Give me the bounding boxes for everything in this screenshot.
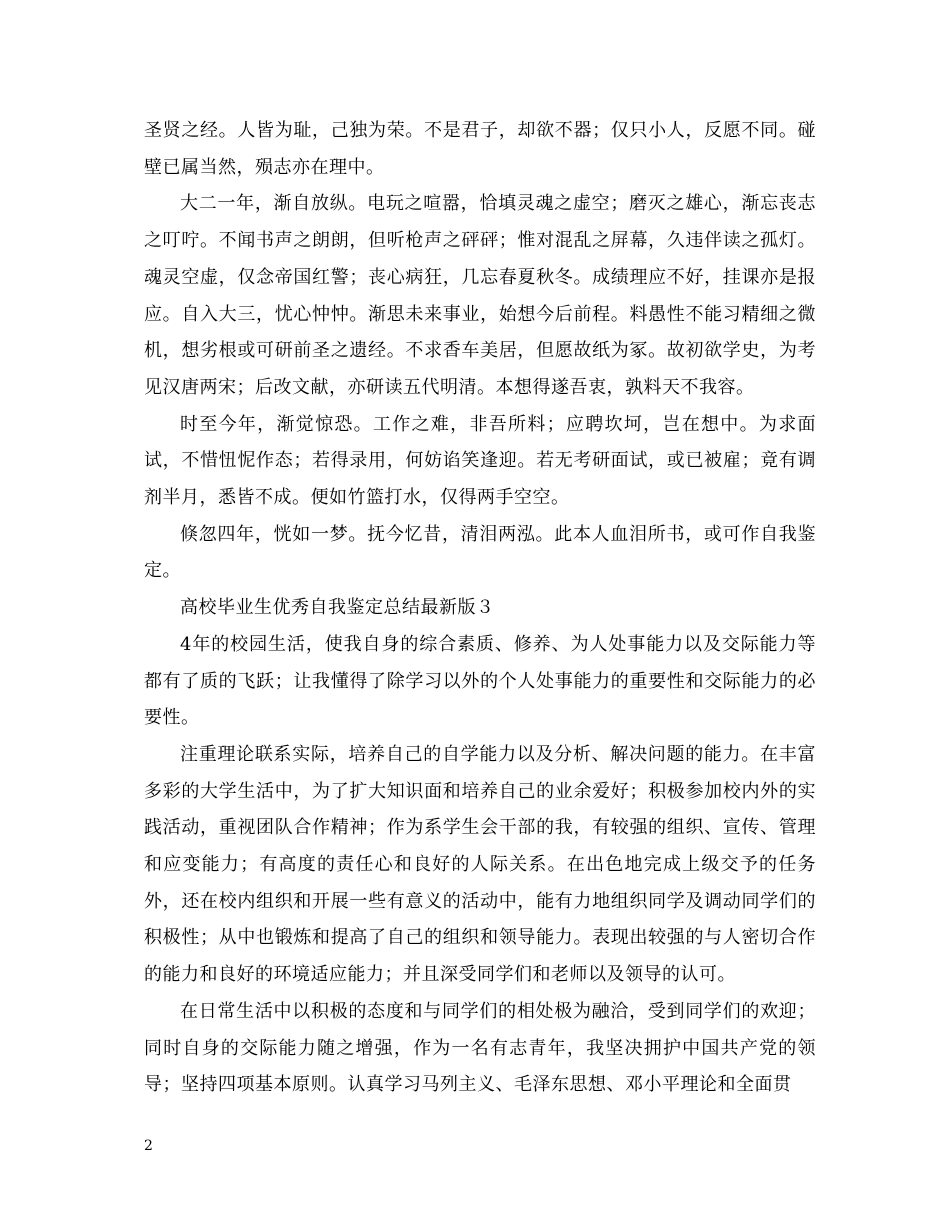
paragraph-6: 注重理论联系实际，培养自己的自学能力以及分析、解决问题的能力。在丰富多彩的大学生活中，为了扩大知识面和培养自己的业余爱好；积极参加校内外的实践活动，重视团队合作精神；作为系学生会干部的我，有较强的组织、宣传、管理和应变能力；有高度的责任心和良好的人际关系。在出色地完成上级交予的任务外，还在校内组织和开展一些有意义的活动中，能有力地组织同学及调动同学们的积极性；从中也锻炼和提高了自己的组织和领导能力。表现出较强的与人密切合作的能力和良好的环境适应能力；并且深受同学们和老师以及领导的认可。 <box>144 743 816 986</box>
page-number: 2 <box>144 1138 153 1154</box>
document-body <box>144 113 816 1104</box>
paragraph-3: 时至今年，渐觉惊恐。工作之难，非吾所料；应聘坎坷，岂在想中。为求面试，不惜忸怩作态；若得录用，何妨谄笑逢迎。若无考研面试，或已被雇；竟有调剂半月，悉皆不成。便如竹篮打水，仅得两手空空。 <box>144 413 816 509</box>
paragraph-7: 在日常生活中以积极的态度和与同学们的相处极为融洽，受到同学们的欢迎；同时自身的交际能力随之增强，作为一名有志青年，我坚决拥护中国共产党的领导；坚持四项基本原则。认真学习马列主义、毛泽东思想、邓小平理论和全面贯 <box>144 1000 816 1096</box>
paragraph-4: 倏忽四年，恍如一梦。抚今忆昔，清泪两泓。此本人血泪所书，或可作自我鉴定。 <box>144 523 816 582</box>
section-heading: 高校毕业生优秀自我鉴定总结最新版３ <box>180 597 495 619</box>
paragraph-5: 4年的校园生活，使我自身的综合素质、修养、为人处事能力以及交际能力等都有了质的飞跃；让我懂得了除学习以外的个人处事能力的重要性和交际能力的必要性。 <box>144 633 816 729</box>
paragraph-2: 大二一年，渐自放纵。电玩之喧嚣，恰填灵魂之虚空；磨灭之雄心，渐忘丧志之叮咛。不闻书声之朗朗，但听枪声之砰砰；惟对混乱之屏幕，久违伴读之孤灯。魂灵空虚，仅念帝国红警；丧心病狂，几忘春夏秋冬。成绩理应不好，挂课亦是报应。自入大三，忧心忡忡。渐思未来事业，始想今后前程。料愚性不能习精细之微机，想劣根或可研前圣之遗经。不求香车美居，但愿故纸为冢。故初欲学史，为考见汉唐两宋；后改文献，亦研读五代明清。本想得遂吾衷，孰料天不我容。 <box>144 193 816 398</box>
paragraph-1: 圣贤之经。人皆为耻，己独为荣。不是君子，却欲不器；仅只小人，反愿不同。碰壁已属当然，殒志亦在理中。 <box>144 120 816 178</box>
